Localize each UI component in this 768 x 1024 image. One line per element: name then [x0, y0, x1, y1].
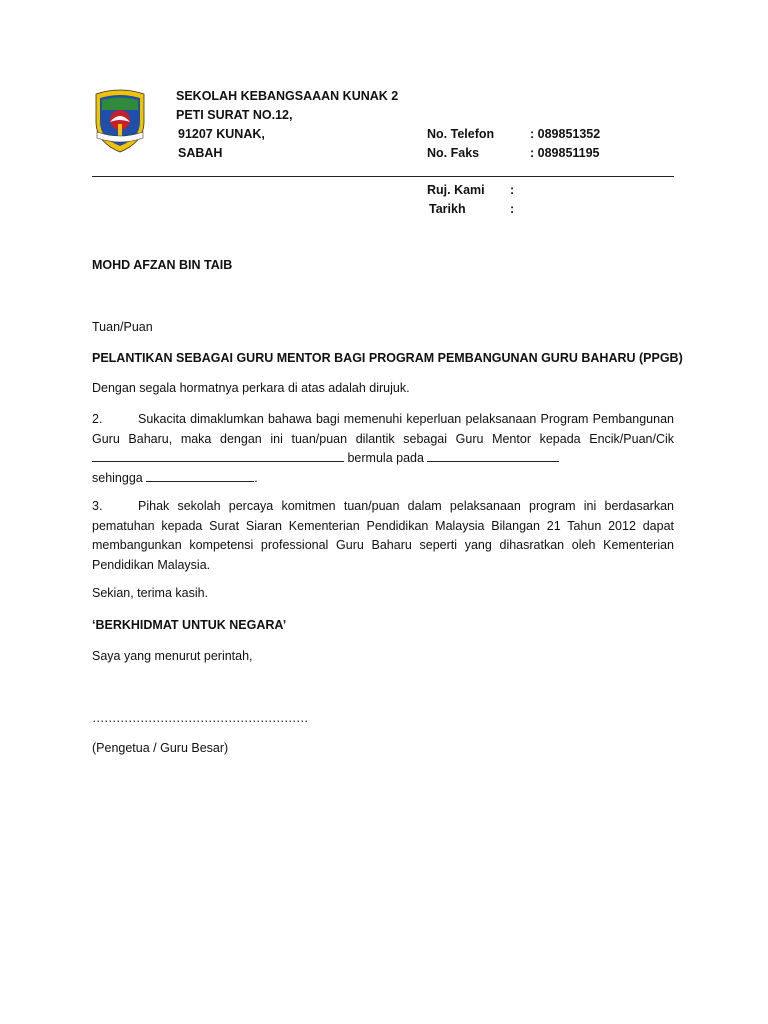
paragraph-2-mid: bermula pada [347, 451, 424, 465]
paragraph-2-end-prefix: sehingga [92, 470, 143, 485]
paragraph-2-number: 2. [92, 412, 103, 426]
fax-label: No. Faks [427, 146, 480, 160]
reference-label: Ruj. Kami [427, 183, 485, 197]
paragraph-2 [92, 410, 674, 488]
address-line-2: 91207 KUNAK, [178, 127, 265, 141]
date-label: Tarikh [429, 202, 466, 216]
fax-value: : 089851195 [530, 146, 600, 160]
start-date-blank[interactable] [427, 449, 559, 462]
date-colon: : [510, 202, 515, 216]
school-name: SEKOLAH KEBANGSAAAN KUNAK 2 [176, 89, 399, 103]
signatory-title: (Pengetua / Guru Besar) [92, 741, 229, 755]
end-date-blank[interactable] [146, 469, 254, 482]
school-crest-logo [92, 88, 148, 154]
address-line-1: PETI SURAT NO.12, [176, 108, 293, 122]
paragraph-2-text: Sukacita dimaklumkan bahawa bagi memenuhi keperluan pelaksanaan Program Pembangunan Guru Baharu, maka dengan ini tuan/puan dilantik sebagai Guru Mentor kepada Encik/Puan/Cik [92, 412, 674, 446]
salutation: Tuan/Puan [92, 320, 153, 334]
reference-colon: : [510, 183, 515, 197]
paragraph-2-end-suffix: . [254, 470, 258, 485]
opening-sentence: Dengan segala hormatnya perkara di atas adalah dirujuk. [92, 381, 410, 395]
signoff: Saya yang menurut perintah, [92, 649, 253, 663]
signature-line: ……………………………………………… [92, 711, 308, 725]
mentee-name-blank[interactable] [92, 449, 344, 462]
recipient-name: MOHD AFZAN BIN TAIB [92, 258, 233, 272]
phone-value: : 089851352 [530, 127, 601, 141]
address-line-3: SABAH [178, 146, 223, 160]
subject-line: PELANTIKAN SEBAGAI GURU MENTOR BAGI PROGRAM PEMBANGUNAN GURU BAHARU (PPGB) [92, 351, 683, 365]
paragraph-3 [92, 497, 674, 575]
letterhead-divider [92, 176, 674, 177]
closing-thanks: Sekian, terima kasih. [92, 586, 209, 600]
motto: ‘BERKHIDMAT UNTUK NEGARA’ [92, 618, 287, 632]
paragraph-3-number: 3. [92, 499, 103, 513]
paragraph-3-text: Pihak sekolah percaya komitmen tuan/puan dalam pelaksanaan program ini berdasarkan pematuhan kepada Surat Siaran Kementerian Pendidikan Malaysia Bilangan 21 Tahun 2012 dapat membangunkan kompetensi professional Guru Baharu seperti yang dihasratkan oleh Kementerian Pendidikan Malaysia. [92, 499, 674, 572]
phone-label: No. Telefon [427, 127, 495, 141]
